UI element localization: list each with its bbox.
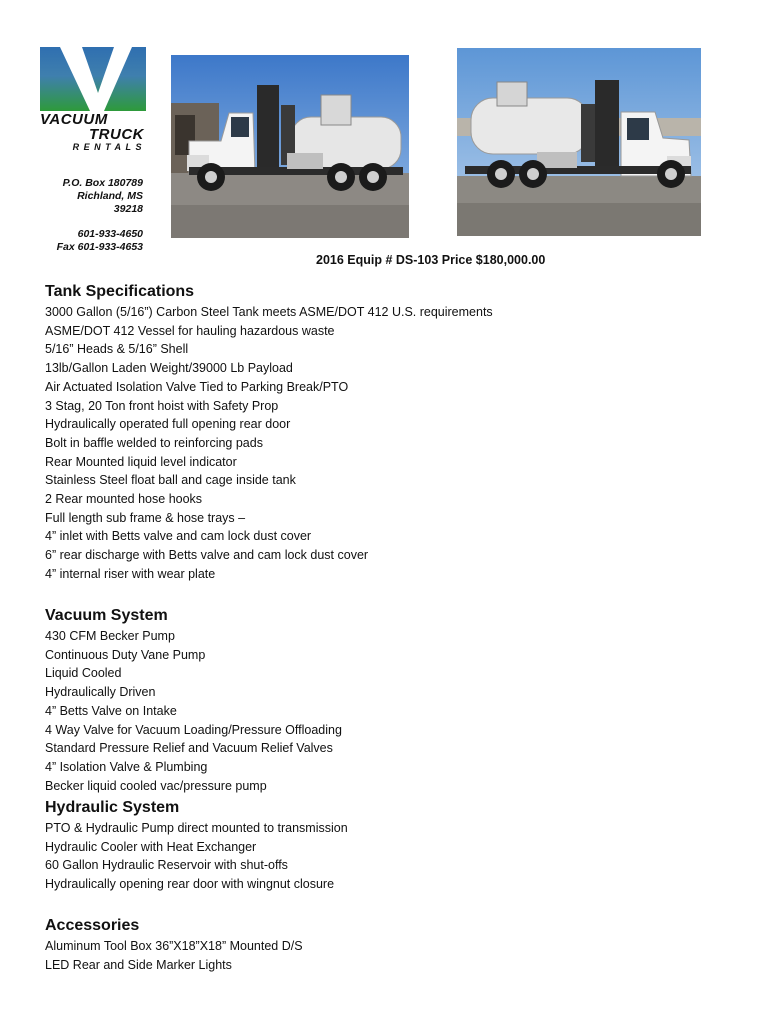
spec-item: 430 CFM Becker Pump (45, 629, 175, 643)
spec-item: Hydraulically operated full opening rear door (45, 417, 291, 432)
city: Richland, MS (77, 190, 143, 202)
spec-list (45, 303, 493, 584)
hydraulic-system-section (45, 797, 348, 894)
accessories-section (45, 915, 303, 974)
spec-item: PTO & Hydraulic Pump direct mounted to transmission (45, 821, 348, 835)
spec-item: Rear Mounted liquid level indicator (45, 454, 237, 469)
spec-list (45, 819, 348, 894)
section-title: Accessories (45, 917, 140, 934)
po-box: P.O. Box 180789 (62, 177, 143, 189)
spec-item: Aluminum Tool Box 36”X18”X18” Mounted D/S (45, 939, 303, 953)
spec-item: 6” rear discharge with Betts valve and cam lock dust cover (45, 548, 369, 563)
spec-item: Hydraulic Cooler with Heat Exchanger (45, 839, 257, 854)
spec-item: 4” inlet with Betts valve and cam lock dust cover (45, 529, 312, 544)
phone-number: 601-933-4650 (77, 228, 143, 240)
spec-item: Hydraulically opening rear door with wingnut closure (45, 877, 335, 892)
spec-item: 4 Way Valve for Vacuum Loading/Pressure Offloading (45, 722, 342, 737)
section-title: Vacuum System (45, 607, 168, 624)
spec-list (45, 937, 303, 974)
spec-item: 4” Betts Valve on Intake (45, 703, 177, 718)
spec-item: 3000 Gallon (5/16”) Carbon Steel Tank meets ASME/DOT 412 U.S. requirements (45, 305, 493, 319)
spec-item: LED Rear and Side Marker Lights (45, 957, 232, 972)
company-logo (40, 47, 146, 152)
spec-item: Air Actuated Isolation Valve Tied to Parking Break/PTO (45, 379, 349, 394)
spec-item: Standard Pressure Relief and Vacuum Relief Valves (45, 741, 333, 756)
spec-item: 2 Rear mounted hose hooks (45, 492, 203, 507)
vacuum-system-section (45, 605, 342, 795)
spec-item: ASME/DOT 412 Vessel for hauling hazardous waste (45, 323, 335, 338)
equipment-caption: 2016 Equip # DS-103 Price $180,000.00 (316, 253, 546, 267)
section-title: Tank Specifications (45, 283, 195, 300)
vacuum-truck-rentals-logo-icon (40, 47, 146, 111)
spec-item: Hydraulically Driven (45, 685, 156, 700)
section-title: Hydraulic System (45, 799, 180, 816)
spec-item: 3 Stag, 20 Ton front hoist with Safety Prop (45, 398, 279, 413)
contact-block (30, 177, 143, 254)
truck-photo-left (171, 55, 409, 238)
spec-item: 13lb/Gallon Laden Weight/39000 Lb Payload (45, 361, 293, 376)
spec-item: 4” Isolation Valve & Plumbing (45, 759, 208, 774)
fax-number: Fax 601-933-4653 (56, 241, 143, 253)
spec-item: 4” internal riser with wear plate (45, 566, 216, 581)
spec-item: 60 Gallon Hydraulic Reservoir with shut-offs (45, 858, 288, 873)
spec-item: Bolt in baffle welded to reinforcing pads (45, 435, 263, 450)
zip: 39218 (113, 203, 143, 215)
spec-item: Continuous Duty Vane Pump (45, 647, 206, 662)
spec-list (45, 627, 342, 795)
logo-word-rentals: RENTALS (72, 142, 146, 152)
tank-specifications-section (45, 281, 493, 584)
spec-item: 5/16” Heads & 5/16” Shell (45, 342, 189, 357)
spec-item: Liquid Cooled (45, 666, 122, 681)
spec-item: Becker liquid cooled vac/pressure pump (45, 778, 267, 793)
spec-item: Stainless Steel float ball and cage inside tank (45, 473, 296, 488)
spec-item: Full length sub frame & hose trays – (45, 510, 246, 525)
logo-word-vacuum: VACUUM (40, 111, 108, 128)
logo-word-truck: TRUCK (89, 126, 144, 143)
truck-photo-right (457, 48, 701, 236)
